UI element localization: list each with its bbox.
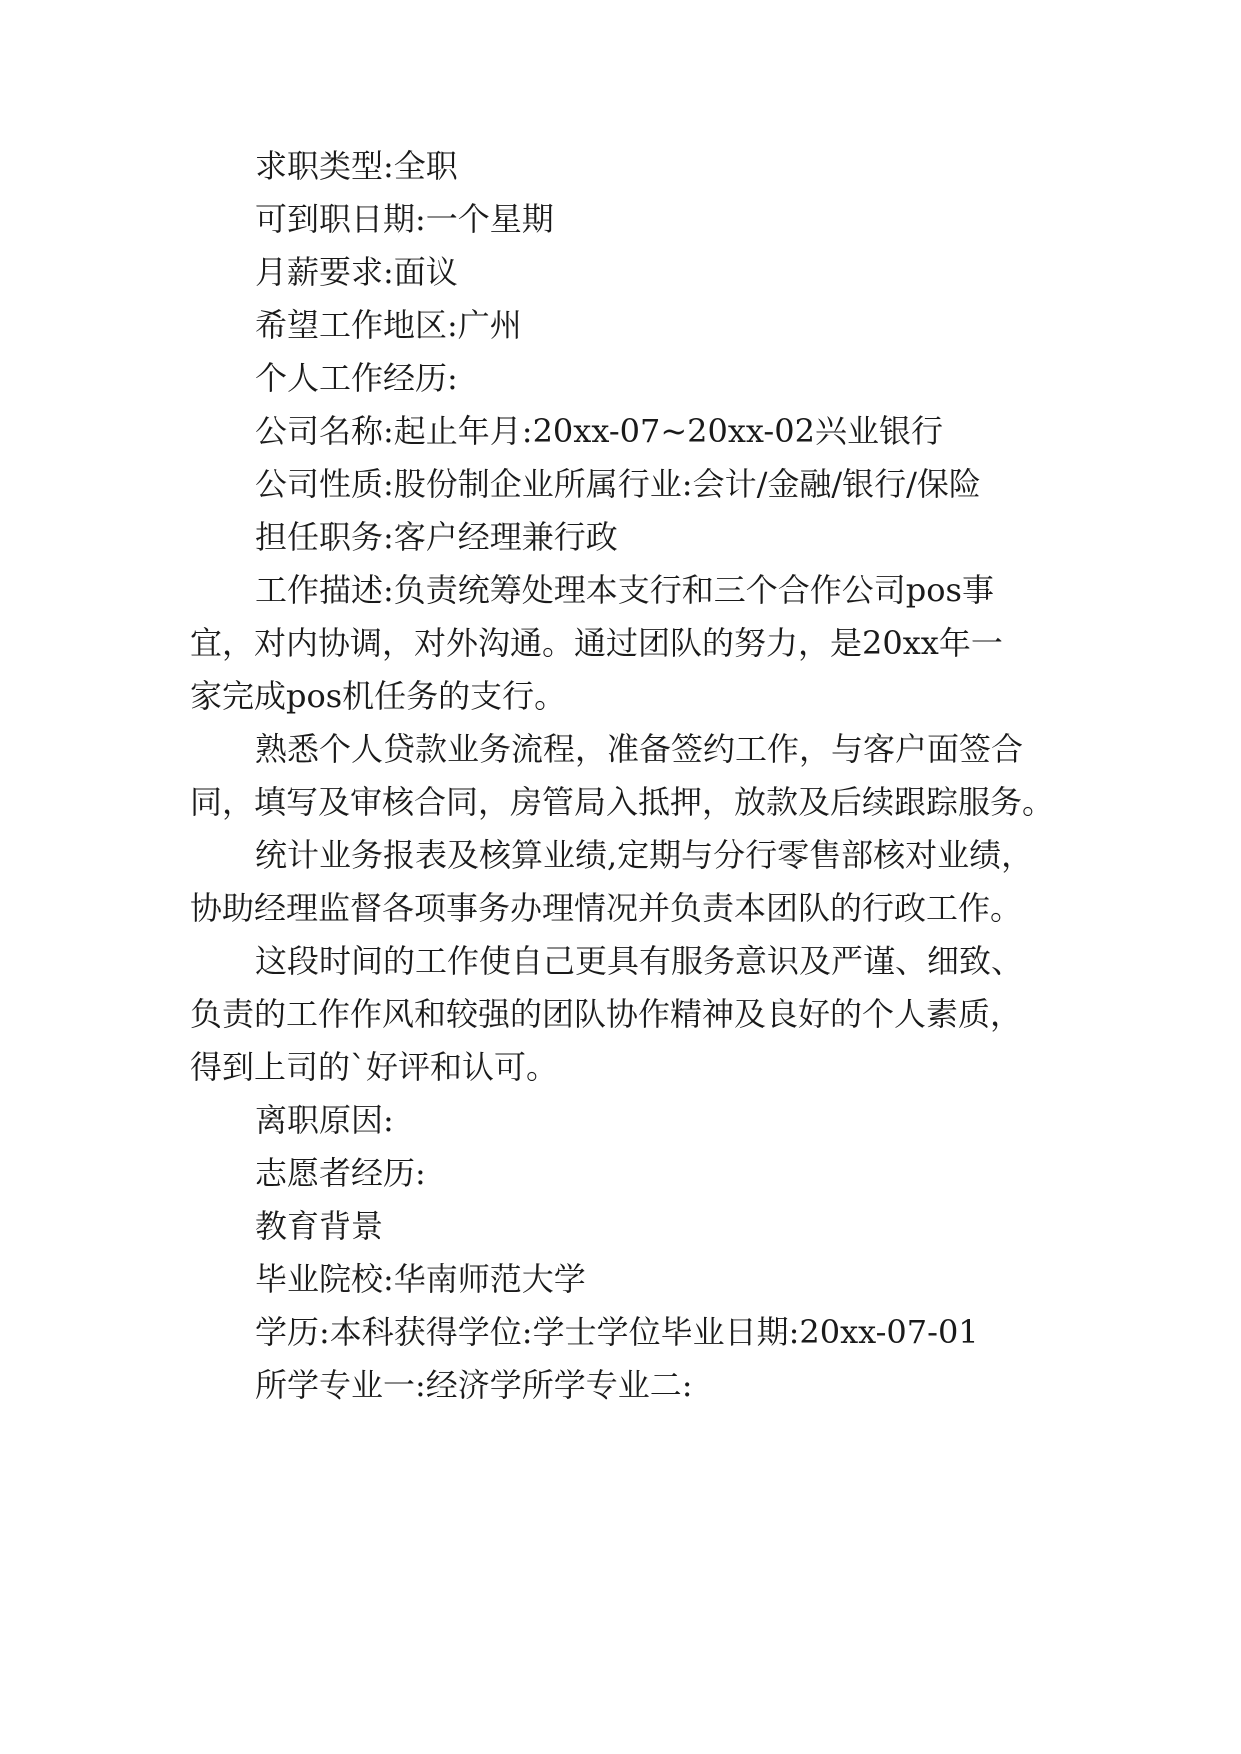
work-history-heading: 个人工作经历: xyxy=(255,359,458,397)
loan-paragraph-line-2: 同，填写及审核合同，房管局入抵押，放款及后续跟踪服务。 xyxy=(190,783,1055,821)
summary-paragraph-line-2: 负责的工作作风和较强的团队协作精神及良好的个人素质， xyxy=(190,995,1023,1033)
summary-paragraph-line-1: 这段时间的工作使自己更具有服务意识及严谨、细致、 xyxy=(255,942,1024,980)
school: 毕业院校:华南师范大学 xyxy=(255,1260,586,1298)
loan-paragraph-line-1: 熟悉个人贷款业务流程，准备签约工作，与客户面签合 xyxy=(255,730,1024,768)
description-line-3: 家完成pos机任务的支行。 xyxy=(190,677,567,715)
degree-info: 学历:本科获得学位:学士学位毕业日期:20xx-07-01 xyxy=(255,1313,979,1351)
education-heading: 教育背景 xyxy=(255,1207,384,1245)
company-nature: 公司性质:股份制企业所属行业:会计/金融/银行/保险 xyxy=(255,465,981,503)
major-info: 所学专业一:经济学所学专业二: xyxy=(255,1366,693,1404)
summary-paragraph-line-3: 得到上司的`好评和认可。 xyxy=(190,1048,559,1086)
job-type: 求职类型:全职 xyxy=(255,147,458,185)
position: 担任职务:客户经理兼行政 xyxy=(255,518,618,556)
company-name: 公司名称:起止年月:20xx-07~20xx-02兴业银行 xyxy=(255,412,943,450)
stats-paragraph-line-1: 统计业务报表及核算业绩,定期与分行零售部核对业绩， xyxy=(255,836,1034,874)
description-line-1: 工作描述:负责统筹处理本支行和三个合作公司pos事 xyxy=(255,571,994,609)
leave-reason: 离职原因: xyxy=(255,1101,394,1139)
salary-requirement: 月薪要求:面议 xyxy=(255,253,458,291)
stats-paragraph-line-2: 协助经理监督各项事务办理情况并负责本团队的行政工作。 xyxy=(190,889,1023,927)
preferred-location: 希望工作地区:广州 xyxy=(255,306,522,344)
volunteer-experience: 志愿者经历: xyxy=(255,1154,426,1192)
description-line-2: 宜，对内协调，对外沟通。通过团队的努力，是20xx年一 xyxy=(190,624,1003,662)
start-date: 可到职日期:一个星期 xyxy=(255,200,554,238)
